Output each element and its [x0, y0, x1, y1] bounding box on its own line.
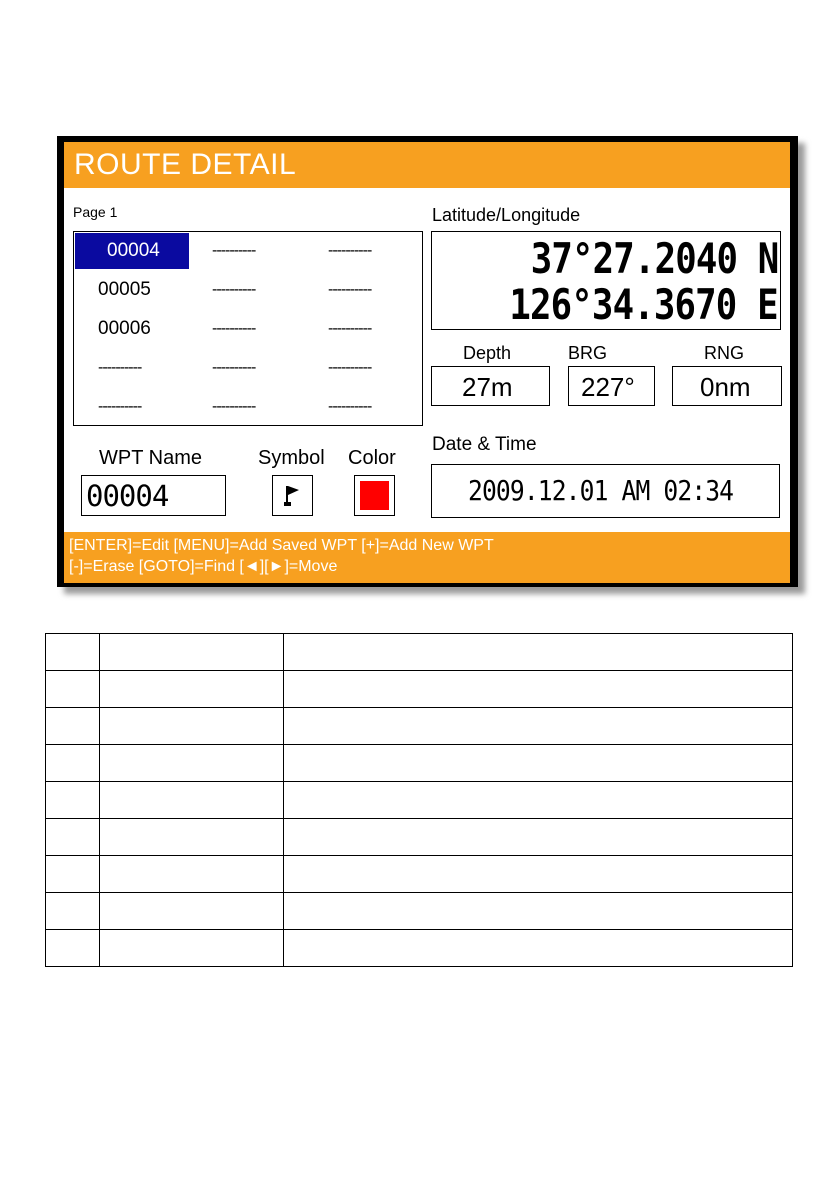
- table-cell: [100, 819, 284, 856]
- symbol-label: Symbol: [258, 447, 325, 469]
- table-cell: [100, 856, 284, 893]
- key-help-line-1: [ENTER]=Edit [MENU]=Add Saved WPT [+]=Add New WPT: [69, 537, 494, 554]
- table-cell: [46, 930, 100, 967]
- table-cell: [284, 745, 793, 782]
- table-cell: [284, 671, 793, 708]
- color-label: Color: [348, 447, 396, 469]
- table-row: [46, 671, 793, 708]
- reference-table: [45, 633, 793, 967]
- table-row: [46, 745, 793, 782]
- symbol-selector[interactable]: [272, 475, 313, 516]
- wpt-name-value: 00004: [86, 479, 169, 513]
- latitude-value: 37°27.2040 N: [530, 234, 778, 283]
- route-row[interactable]: [74, 311, 422, 347]
- route-cell-col3: ----------: [328, 281, 372, 298]
- table-cell: [46, 856, 100, 893]
- route-cell-wpt: ----------: [98, 359, 142, 376]
- color-selector[interactable]: [354, 475, 395, 516]
- device-screen: [57, 136, 798, 587]
- depth-label: Depth: [463, 343, 512, 363]
- table-cell: [46, 782, 100, 819]
- table-cell: [100, 930, 284, 967]
- route-row[interactable]: [74, 233, 422, 269]
- table-row: [46, 634, 793, 671]
- table-cell: [284, 708, 793, 745]
- date-time-value: 2009.12.01 AM 02:34: [468, 474, 734, 507]
- title-bar: [64, 142, 790, 188]
- table-cell: [284, 856, 793, 893]
- brg-label: BRG: [568, 343, 608, 363]
- longitude-value: 126°34.3670 E: [509, 280, 778, 329]
- table-cell: [100, 782, 284, 819]
- table-cell: [284, 634, 793, 671]
- latlon-label: Latitude/Longitude: [432, 205, 581, 225]
- table-cell: [100, 745, 284, 782]
- table-cell: [284, 893, 793, 930]
- route-cell-col2: ----------: [212, 242, 256, 259]
- table-row: [46, 819, 793, 856]
- color-swatch: [360, 481, 389, 510]
- depth-value: 27m: [431, 366, 550, 406]
- route-cell-col2: ----------: [212, 281, 256, 298]
- table-cell: [100, 671, 284, 708]
- brg-value: 227°: [568, 366, 655, 406]
- table-cell: [100, 708, 284, 745]
- flag-icon: [273, 476, 312, 515]
- latlon-display: [431, 231, 781, 330]
- table-cell: [46, 671, 100, 708]
- table-row: [46, 708, 793, 745]
- route-waypoint-list: [73, 231, 423, 426]
- key-help-line-2: [-]=Erase [GOTO]=Find [◄][►]=Move: [69, 558, 338, 575]
- route-cell-col2: ----------: [212, 398, 256, 415]
- wpt-name-label: WPT Name: [99, 447, 202, 469]
- route-cell-wpt: 00006: [98, 318, 151, 339]
- table-cell: [100, 893, 284, 930]
- route-cell-col3: ----------: [328, 359, 372, 376]
- route-cell-wpt: ----------: [98, 398, 142, 415]
- route-row[interactable]: [74, 350, 422, 386]
- screen-title: ROUTE DETAIL: [74, 148, 297, 181]
- route-cell-col2: ----------: [212, 320, 256, 337]
- route-row[interactable]: [74, 389, 422, 425]
- route-cell-col3: ----------: [328, 398, 372, 415]
- table-row: [46, 782, 793, 819]
- rng-value: 0nm: [672, 366, 782, 406]
- table-cell: [46, 745, 100, 782]
- table-row: [46, 930, 793, 967]
- route-cell-col3: ----------: [328, 320, 372, 337]
- route-row[interactable]: [74, 272, 422, 308]
- table-cell: [46, 893, 100, 930]
- table-cell: [284, 930, 793, 967]
- date-time-display: [431, 464, 780, 518]
- route-cell-wpt: 00005: [98, 279, 151, 300]
- wpt-name-field[interactable]: [81, 475, 226, 516]
- route-cell-wpt: 00004: [75, 233, 189, 269]
- rng-label: RNG: [704, 343, 744, 363]
- screen-content: [64, 142, 790, 583]
- table-cell: [46, 819, 100, 856]
- route-cell-col2: ----------: [212, 359, 256, 376]
- table-cell: [284, 819, 793, 856]
- page-label: Page 1: [73, 204, 118, 220]
- table-cell: [284, 782, 793, 819]
- table-cell: [46, 708, 100, 745]
- key-help-bar: [64, 532, 790, 583]
- date-time-label: Date & Time: [432, 434, 537, 455]
- route-cell-col3: ----------: [328, 242, 372, 259]
- table-row: [46, 893, 793, 930]
- table-cell: [100, 634, 284, 671]
- table-row: [46, 856, 793, 893]
- table-cell: [46, 634, 100, 671]
